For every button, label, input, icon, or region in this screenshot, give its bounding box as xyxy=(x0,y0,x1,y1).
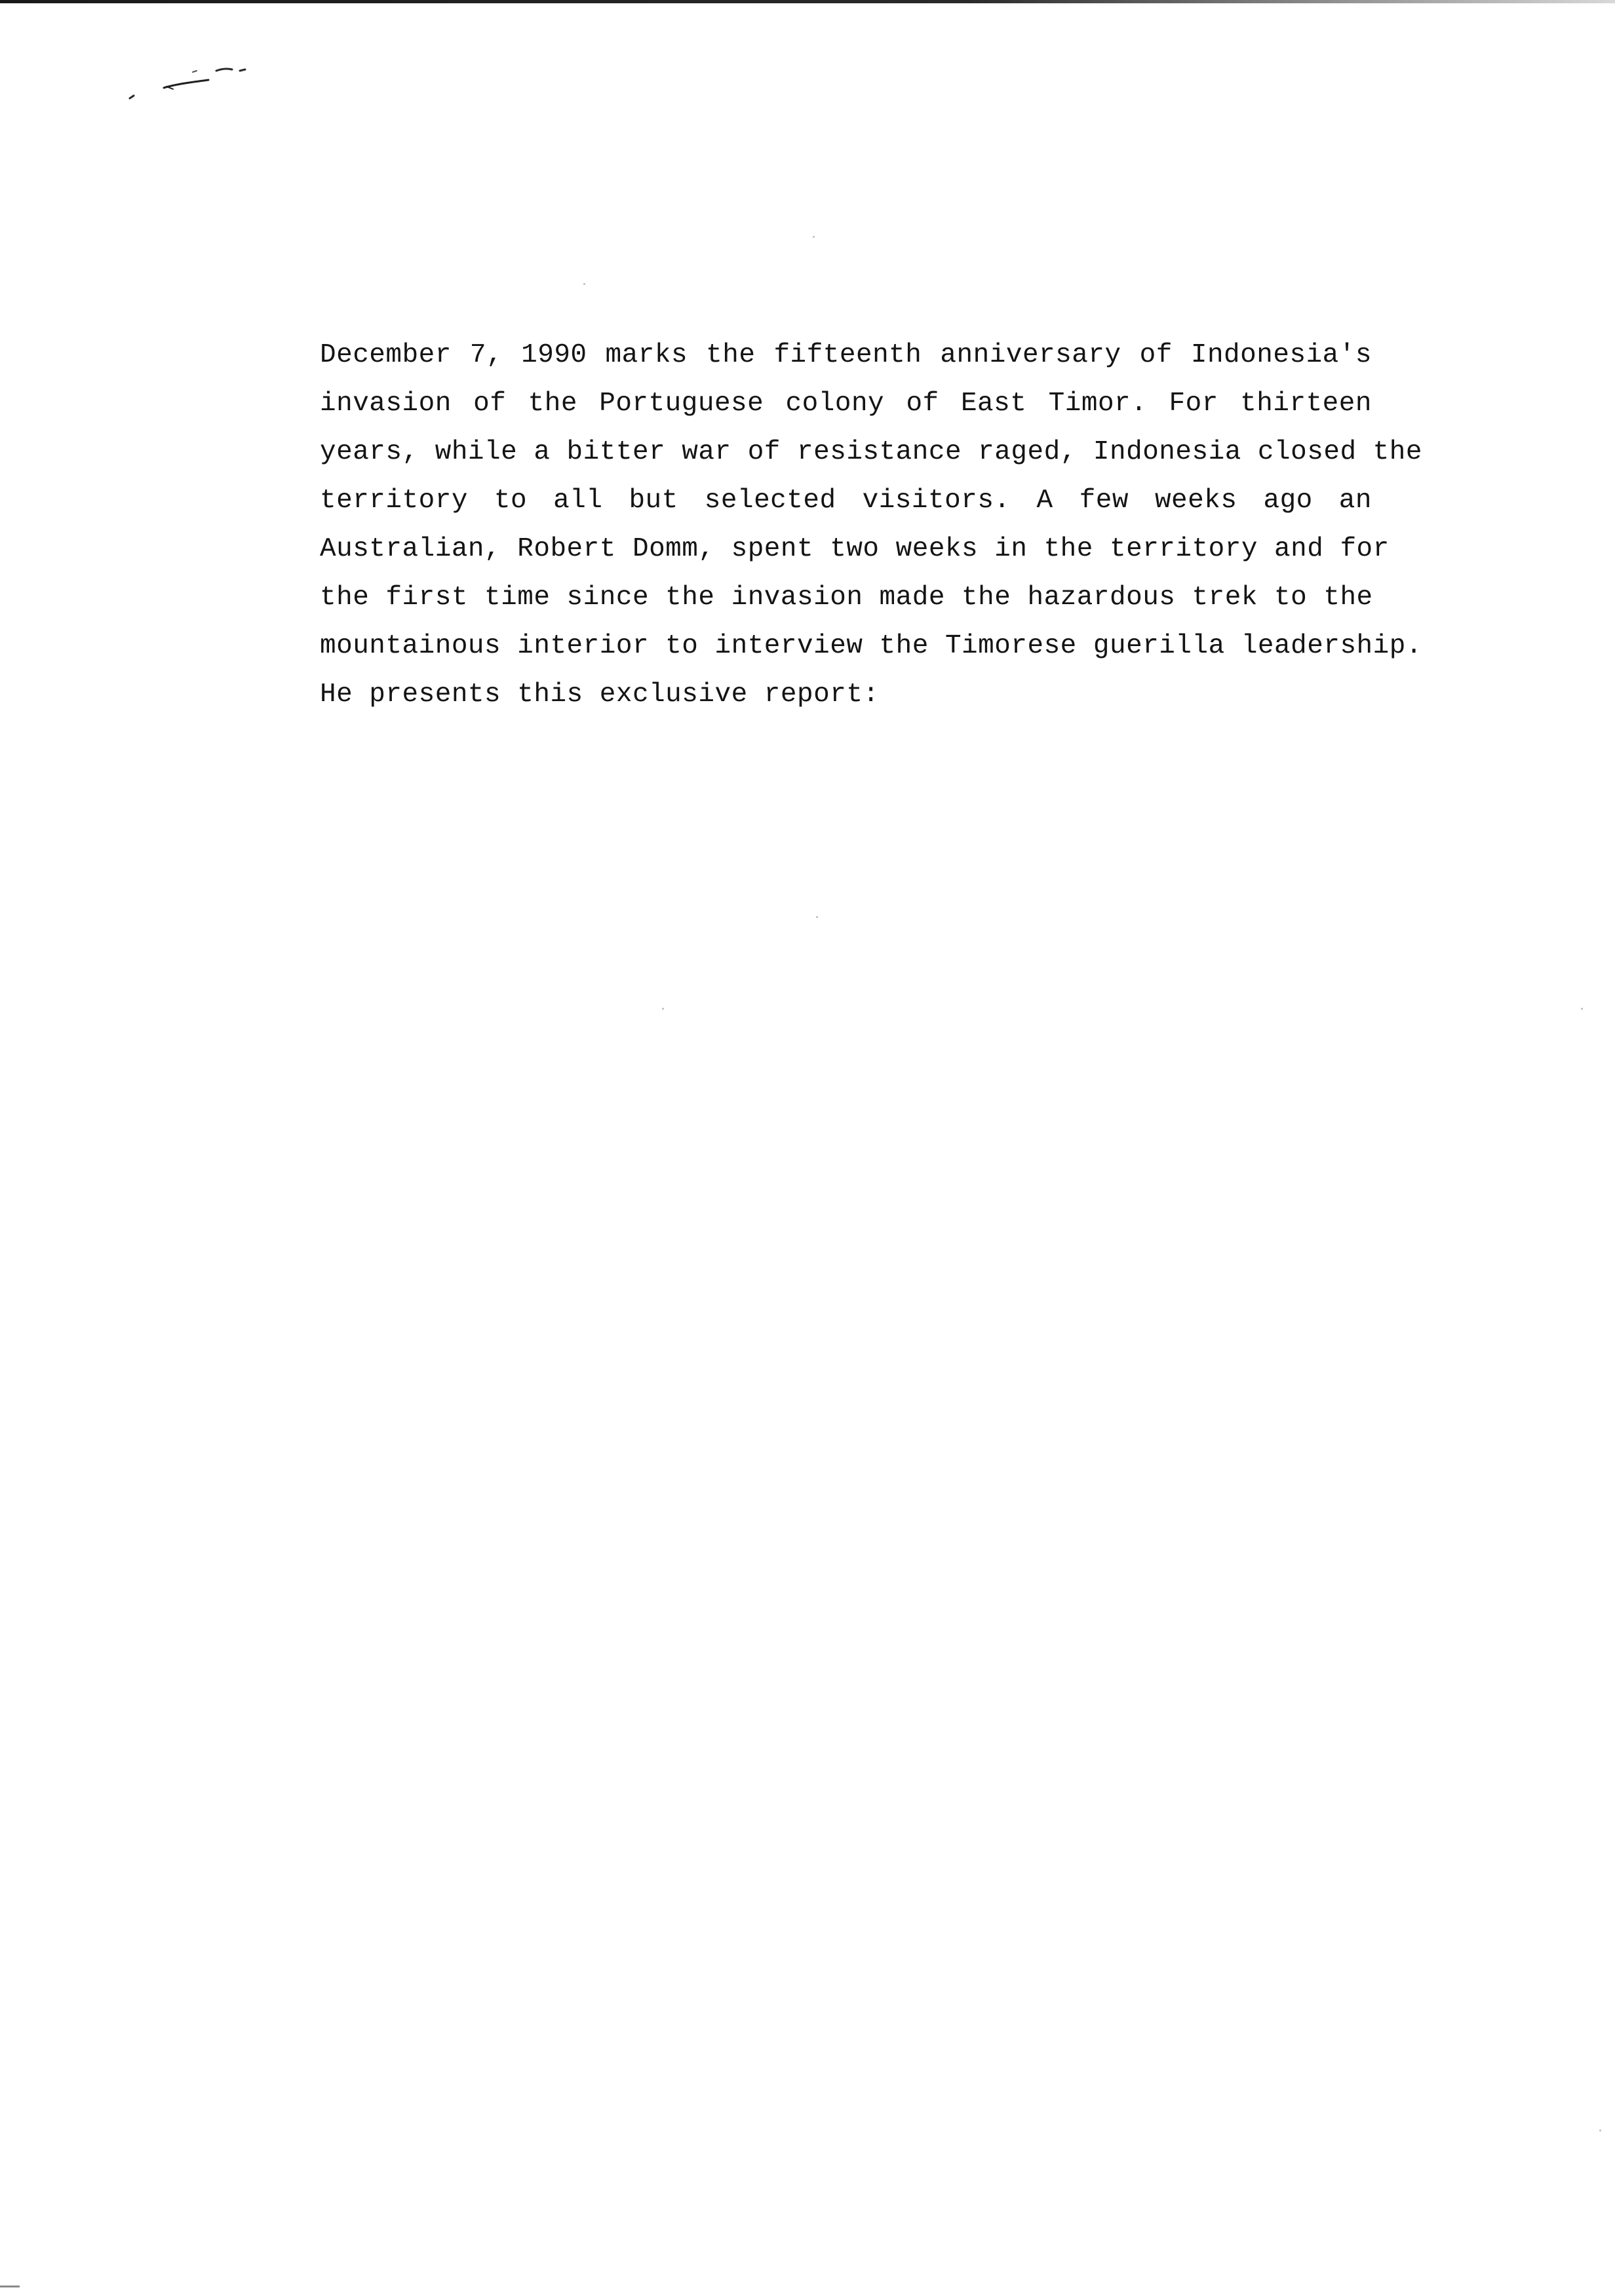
intro-line: territory to all but selected visitors. A few weeks ago an xyxy=(320,486,1372,516)
intro-line: invasion of the Portuguese colony of East Timor. For thirteen xyxy=(320,389,1372,419)
scan-speck xyxy=(1581,1008,1583,1010)
scan-speck xyxy=(1599,2130,1601,2132)
intro-line: He presents this exclusive report: xyxy=(320,679,880,710)
intro-line: Australian, Robert Domm, spent two weeks in the territory and for xyxy=(320,534,1390,564)
scan-speck xyxy=(662,1008,664,1010)
scan-speck xyxy=(816,916,818,918)
intro-line: years, while a bitter war of resistance raged, Indonesia closed the xyxy=(320,437,1422,467)
intro-line: mountainous interior to interview the Timorese guerilla leadership. xyxy=(320,631,1422,661)
scan-top-edge xyxy=(0,0,1615,3)
handwritten-scribble xyxy=(125,58,275,110)
intro-line: the first time since the invasion made the hazardous trek to the xyxy=(320,583,1373,613)
intro-line: December 7, 1990 marks the fifteenth anniversary of Indonesia's xyxy=(320,340,1372,370)
scan-speck xyxy=(813,236,815,238)
scan-speck xyxy=(583,283,585,285)
intro-paragraph xyxy=(320,331,1422,719)
scan-bottom-mark xyxy=(0,2286,20,2287)
